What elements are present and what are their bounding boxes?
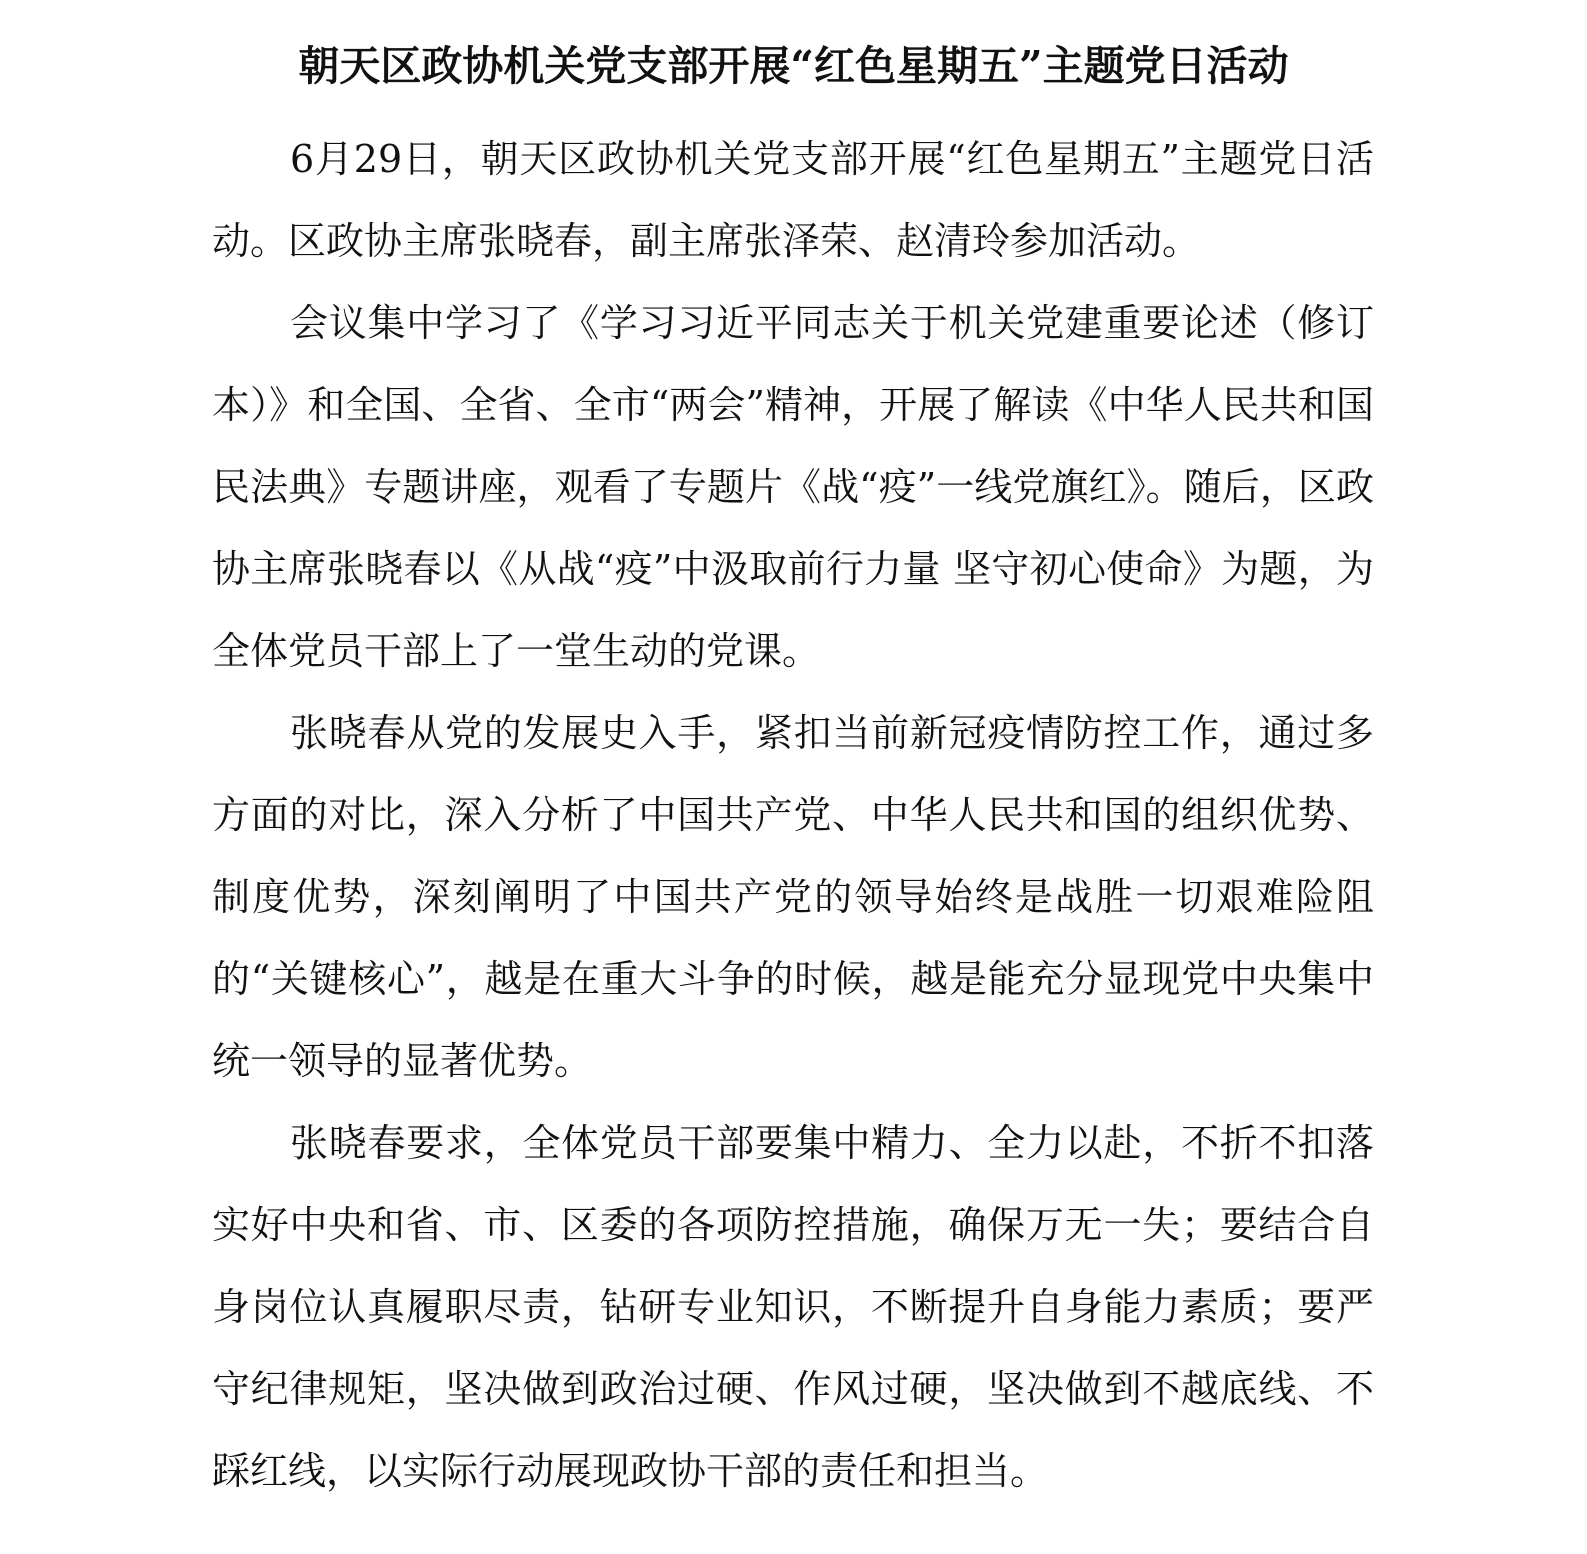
document-body	[212, 118, 1374, 1512]
paragraph-party-lecture: 张晓春从党的发展史入手，紧扣当前新冠疫情防控工作，通过多方面的对比，深入分析了中国共产党、中华人民共和国的组织优势、制度优势，深刻阐明了中国共产党的领导始终是战胜一切艰难险阻的“关键核心”，越是在重大斗争的时候，越是能充分显现党中央集中统一领导的显著优势。	[212, 711, 1374, 1083]
paragraph-requirements: 张晓春要求，全体党员干部要集中精力、全力以赴，不折不扣落实好中央和省、市、区委的各项防控措施，确保万无一失；要结合自身岗位认真履职尽责，钻研专业知识，不断提升自身能力素质；要严守纪律规矩，坚决做到政治过硬、作风过硬，坚决做到不越底线、不踩红线，以实际行动展现政协干部的责任和担当。	[212, 1121, 1374, 1493]
paragraph-study-session: 会议集中学习了《学习习近平同志关于机关党建重要论述（修订本）》和全国、全省、全市“两会”精神，开展了解读《中华人民共和国民法典》专题讲座，观看了专题片《战“疫”一线党旗红》。随后，区政协主席张晓春以《从战“疫”中汲取前行力量 坚守初心使命》为题，为全体党员干部上了一堂生动的党课。	[212, 301, 1374, 673]
paragraph-event-overview: 6月29日，朝天区政协机关党支部开展“红色星期五”主题党日活动。区政协主席张晓春，副主席张泽荣、赵清玲参加活动。	[212, 137, 1374, 263]
document-title: 朝天区政协机关党支部开展“红色星期五”主题党日活动	[298, 42, 1289, 91]
